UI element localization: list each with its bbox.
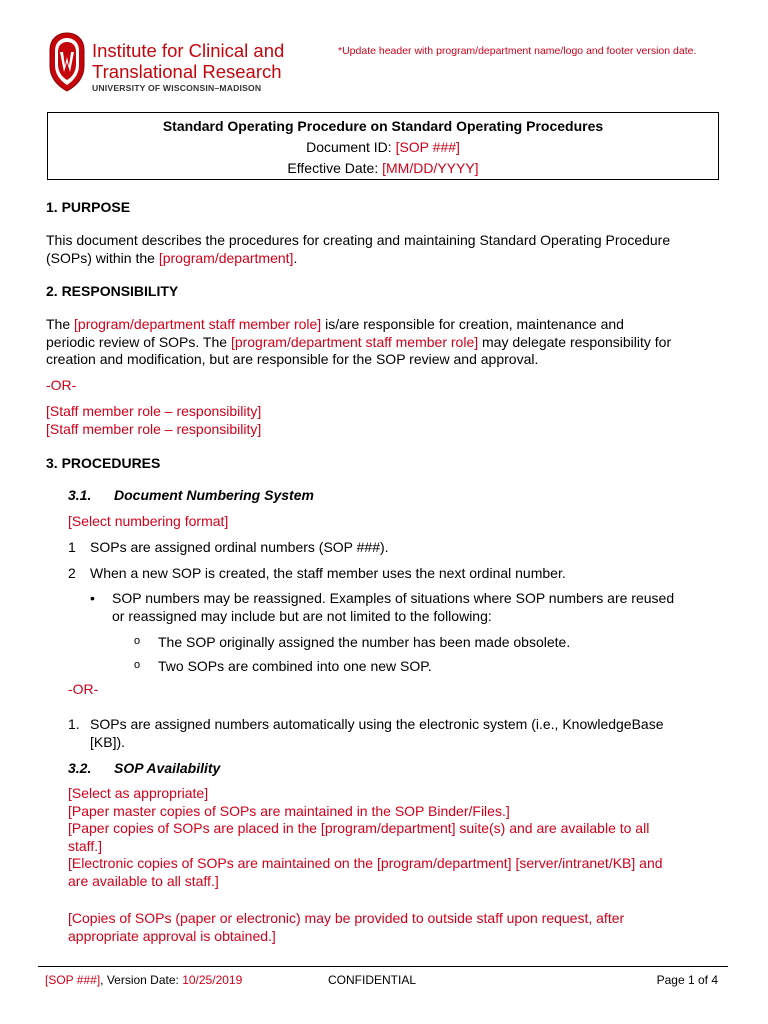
alt-responsibility-1: [Staff member role – responsibility] <box>46 403 262 419</box>
bullet-icon: • <box>90 590 95 606</box>
uw-crest-logo <box>48 32 86 92</box>
purpose-line-2: (SOPs) within the [program/department]. <box>46 249 298 266</box>
select-numbering-format: [Select numbering format] <box>68 513 229 529</box>
alt-responsibility-2: [Staff member role – responsibility] <box>46 420 262 437</box>
or-separator: -OR- <box>46 377 77 393</box>
responsibility-heading: 2. RESPONSIBILITY <box>46 283 179 299</box>
section-3-1-heading: 3.1. Document Numbering System <box>68 487 314 503</box>
list-item: 1. SOPs are assigned numbers automatically using the electronic system (i.e., KnowledgeBase [KB]). <box>68 716 664 750</box>
doc-id-value: [SOP ###] <box>395 139 460 155</box>
footer-page-number: Page 1 of 4 <box>656 973 718 987</box>
list-item: 1 SOPs are assigned ordinal numbers (SOP ###). <box>68 539 389 555</box>
copies-note: [Copies of SOPs (paper or electronic) may be provided to outside staff upon request, after appropriate approval is obtained.] <box>68 910 625 944</box>
institute-name <box>92 40 284 94</box>
footer-version: [SOP ###], Version Date: 10/25/2019 <box>45 973 243 987</box>
procedures-heading: 3. PROCEDURES <box>46 455 161 471</box>
page-header <box>48 28 728 98</box>
document-title: Standard Operating Procedure on Standard Operating Procedures <box>162 118 604 134</box>
circle-bullet-icon: o <box>134 659 141 671</box>
purpose-heading: 1. PURPOSE <box>46 199 131 215</box>
effective-date-value: [MM/DD/YYYY] <box>382 160 479 176</box>
availability-line: are available to all staff.] <box>68 872 219 889</box>
responsibility-line-2: periodic review of SOPs. The [program/department staff member role] may delegate responsibility for <box>46 333 672 350</box>
institute-line-1: Institute for Clinical and <box>92 40 285 61</box>
effective-date-line <box>48 158 718 179</box>
or-separator: -OR- <box>68 681 99 697</box>
responsibility-line-3: creation and modification, but are responsible for the SOP review and approval. <box>46 351 539 367</box>
availability-line: staff.] <box>68 837 102 854</box>
availability-options <box>68 785 728 890</box>
list-item: 2 When a new SOP is created, the staff member uses the next ordinal number. <box>68 565 566 581</box>
document-title-box <box>47 112 719 180</box>
sub-bullet-item: o The SOP originally assigned the number has been made obsolete. <box>134 634 571 650</box>
footer-confidential: CONFIDENTIAL <box>328 973 417 987</box>
document-id-line <box>48 137 718 158</box>
university-name: UNIVERSITY OF WISCONSIN–MADISON <box>92 83 262 93</box>
section-3-2-heading: 3.2. SOP Availability <box>68 760 221 776</box>
role-placeholder: [program/department staff member role] <box>74 316 322 332</box>
sub-bullet-item: o Two SOPs are combined into one new SOP. <box>134 658 432 674</box>
purpose-text <box>46 232 726 267</box>
update-header-note: *Update header with program/department name/logo and footer version date. <box>338 45 697 57</box>
role-placeholder: [program/department staff member role] <box>230 333 479 350</box>
responsibility-text <box>46 316 726 369</box>
availability-line: [Paper copies of SOPs are placed in the [program/department] suite(s) and are available to all <box>68 820 650 836</box>
program-placeholder: [program/department] <box>158 249 294 266</box>
availability-line: [Paper master copies of SOPs are maintained in the SOP Binder/Files.] <box>68 802 510 819</box>
effective-date-label: Effective Date: <box>287 160 383 176</box>
circle-bullet-icon: o <box>134 635 141 647</box>
responsibility-line-1: The [program/department staff member role] is/are responsible for creation, maintenance and <box>46 316 624 332</box>
bullet-item: • SOP numbers may be reassigned. Examples of situations where SOP numbers are reused or reassigned may include but are not limited to the following: <box>90 590 675 624</box>
institute-line-2: Translational Research <box>92 61 282 82</box>
alt-responsibility-list <box>46 403 726 438</box>
purpose-line-1: This document describes the procedures for creating and maintaining Standard Operating Procedure <box>46 232 671 248</box>
page-footer <box>38 966 728 987</box>
availability-line: [Select as appropriate] <box>68 785 209 801</box>
availability-line: [Electronic copies of SOPs are maintained on the [program/department] [server/intranet/KB] and <box>68 855 663 871</box>
doc-id-label: Document ID: <box>306 139 396 155</box>
